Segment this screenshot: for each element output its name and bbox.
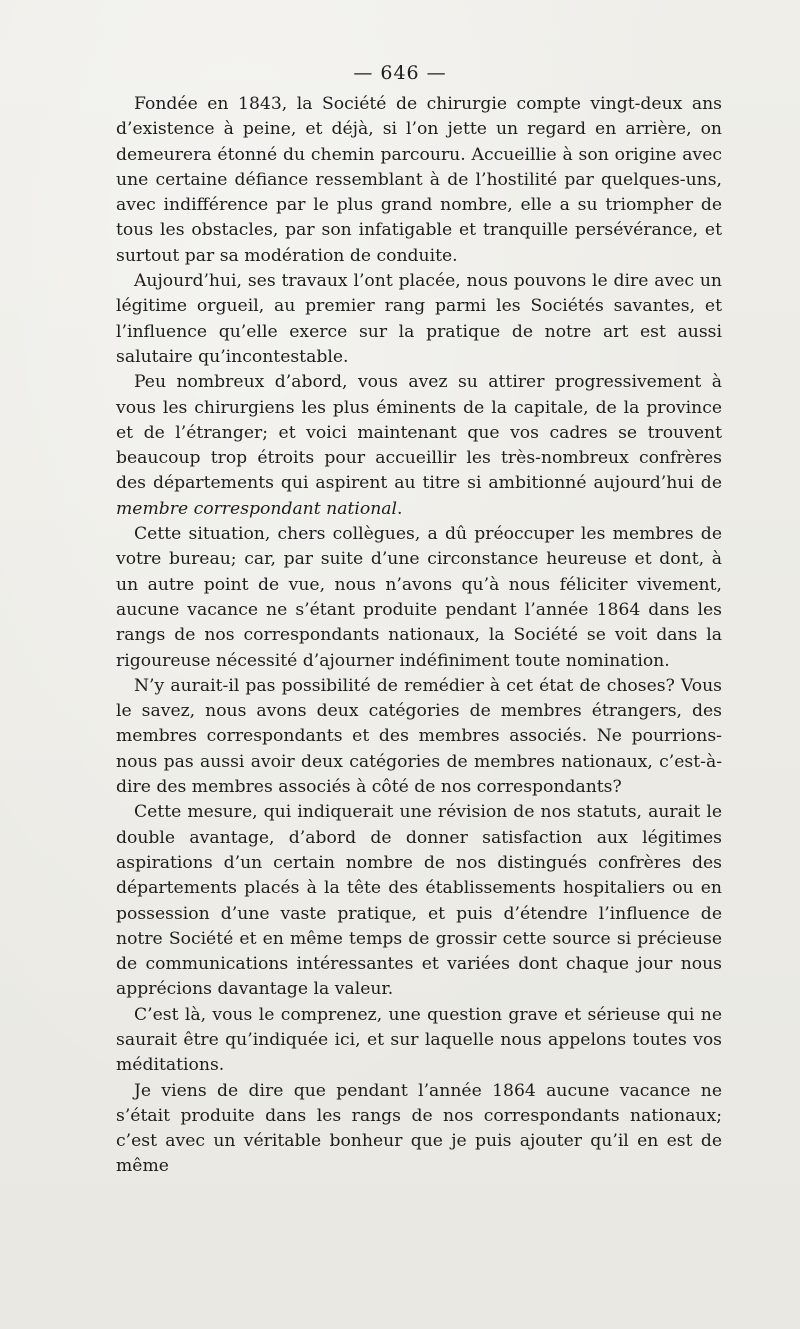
paragraph-end: . (397, 498, 403, 519)
paragraph: Cette mesure, qui indiquerait une révision de nos statuts, aurait le double avantage, d’abord de donner satisfaction aux légitimes aspirations d’un certain nombre de nos distingués confrères des départements placés à la tête des établissements hospitaliers ou en possession d’une vaste pratique, et puis d’étendre l’influence de notre Société et en même temps de grossir cette source si précieuse de communications intéressantes et variées dont chaque jour nous apprécions davantage la valeur. (116, 802, 722, 1000)
paragraph-text: Peu nombreux d’abord, vous avez su attirer progressivement à vous les chirurgiens les plus éminents de la capitale, de la province et de l’étranger; et voici maintenant que vos cadres se trouvent beaucoup trop étroits pour accueillir les très-nombreux confrères des départements qui aspirent au titre si ambitionné aujourd’hui de (116, 372, 722, 494)
body-text (116, 92, 722, 1180)
paragraph: Je viens de dire que pendant l’année 1864 aucune vacance ne s’était produite dans les rangs de nos correspondants nationaux; c’est avec un véritable bonheur que je puis ajouter qu’il en est de même (116, 1080, 722, 1177)
paragraph: Aujourd’hui, ses travaux l’ont placée, nous pouvons le dire avec un légitime orgueil, au premier rang parmi les Sociétés savantes, et l’influence qu’elle exerce sur la pratique de notre art est aussi salutaire qu’incontestable. (116, 271, 722, 367)
paragraph: Fondée en 1843, la Société de chirurgie compte vingt-deux ans d’existence à peine, et déjà, si l’on jette un regard en arrière, on demeurera étonné du chemin parcouru. Accueillie à son origine avec une certaine défiance ressemblant à de l’hostilité par quelques-uns, avec indifférence par le plus grand nombre, elle a su triompher de tous les obstacles, par son infatigable et tranquille persévérance, et surtout par sa modération de conduite. (116, 94, 722, 266)
paragraph: Cette situation, chers collègues, a dû préoccuper les membres de votre bureau; car, par suite d’une circonstance heureuse et dont, à un autre point de vue, nous n’avons qu’à nous féliciter vivement, aucune vacance ne s’étant produite pendant l’année 1864 dans les rangs de nos correspondants nationaux, la Société se voit dans la rigoureuse nécessité d’ajourner indéfiniment toute nomination. (116, 524, 722, 671)
paragraph: N’y aurait-il pas possibilité de remédier à cet état de choses? Vous le savez, nous avons deux catégories de membres étrangers, des membres correspondants et des membres associés. Ne pourrions-nous pas aussi avoir deux catégories de membres nationaux, c’est-à-dire des membres associés à côté de nos correspondants? (116, 675, 722, 798)
paragraph: C’est là, vous le comprenez, une question grave et sérieuse qui ne saurait être qu’indiquée ici, et sur laquelle nous appelons toutes vos méditations. (116, 1004, 722, 1076)
italic-phrase: membre correspondant national (116, 498, 398, 519)
paragraph (116, 370, 722, 522)
page-number: — 646 — (353, 62, 447, 84)
